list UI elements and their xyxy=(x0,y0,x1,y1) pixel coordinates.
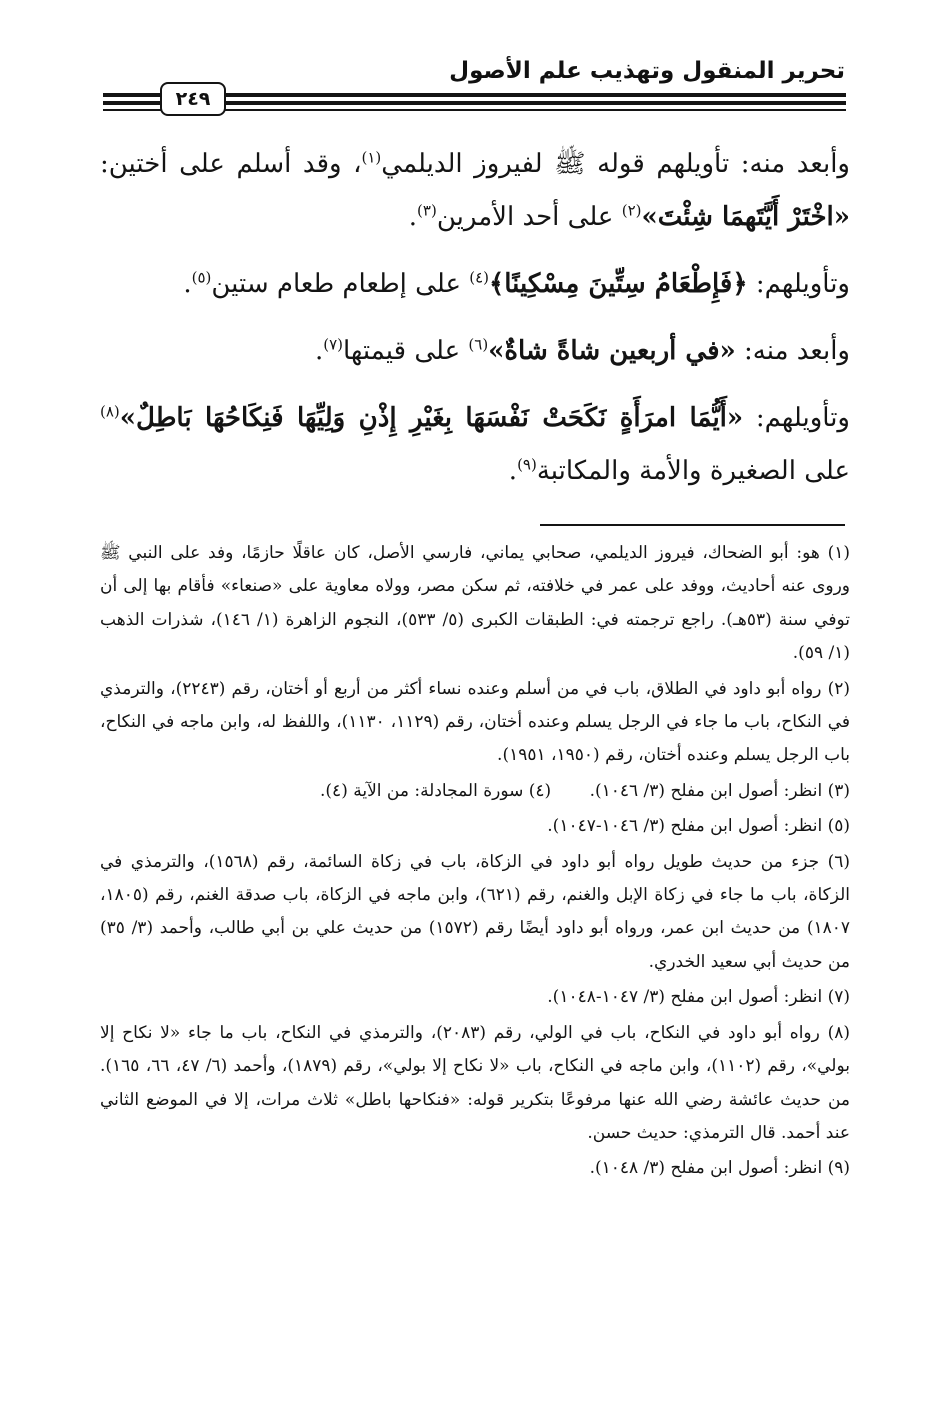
paragraph-text: وأبعد منه: تأويلهم قوله ﷺ لفيروز الديلمي xyxy=(381,149,850,179)
paragraph-text: . xyxy=(408,202,418,232)
footnotes xyxy=(100,537,850,1188)
footnote-4: (٤) سورة المجادلة: من الآية (٤). xyxy=(320,780,552,801)
footnote-2: (٢) رواه أبو داود في الطلاق، باب في من أسلم وعنده نساء أكثر من أربع أو أختان، رقم (٢٢٤٣)، والترمذي في النكاح، باب ما جاء في الرجل يسلم وعنده أختان، رقم (١١٢٩، ١١٣٠)، واللفظ له، وابن ماجه في النكاح، باب الرجل يسلم وعنده أختان، رقم (١٩٥٠، ١٩٥١). xyxy=(100,678,851,766)
footnote-ref-4[interactable]: (٤) xyxy=(469,268,490,287)
running-header xyxy=(0,0,930,135)
footnote-9: (٩) انظر: أصول ابن مفلح (٣/ ١٠٤٨). xyxy=(589,1158,850,1179)
paragraph-4 xyxy=(100,392,850,498)
paragraph-text: . xyxy=(183,269,192,299)
hadith-quote: «في أربعين شاةً شاةٌ» xyxy=(488,336,736,366)
paragraph-text: وتأويلهم: xyxy=(743,403,850,433)
footnote-ref-5[interactable]: (٥) xyxy=(191,268,212,287)
footnote-ref-9[interactable]: (٩) xyxy=(517,455,537,474)
footnote-ref-2[interactable]: (٢) xyxy=(621,201,642,220)
hadith-quote: «اخْتَرْ أَيَّتَهمَا شِئْتَ» xyxy=(641,202,850,232)
paragraph-text: . xyxy=(508,456,518,486)
footnote-ref-6[interactable]: (٦) xyxy=(468,335,489,354)
paragraph-text: . xyxy=(314,336,324,366)
footnote-ref-7[interactable]: (٧) xyxy=(323,335,343,354)
paragraph-2 xyxy=(100,258,850,311)
footnote-5: (٥) انظر: أصول ابن مفلح (٣/ ١٠٤٦-١٠٤٧). xyxy=(547,816,850,837)
paragraph-1 xyxy=(100,138,850,244)
footnote-ref-3[interactable]: (٣) xyxy=(417,201,437,220)
book-title: تحرير المنقول وتهذيب علم الأصول xyxy=(449,58,845,84)
paragraph-text: على إطعام طعام ستين xyxy=(211,269,470,299)
paragraph-text: على الصغيرة والأمة والمكاتبة xyxy=(536,456,850,486)
page-number: ٢٤٩ xyxy=(160,82,226,116)
hadith-quote: «أَيُّمَا امرَأَةٍ نَكَحَتْ نَفْسَهَا بِغَيْرِ إِذْنِ وَلِيِّهَا فَنِكَاحُهَا بَاطِلٌ» xyxy=(119,403,744,433)
paragraph-text: على أحد الأمرين xyxy=(436,202,622,232)
footnote-row-3-4 xyxy=(100,775,850,808)
footnote-ref-8[interactable]: (٨) xyxy=(100,402,120,421)
paragraph-text: وتأويلهم: xyxy=(747,269,850,299)
paragraph-text: ، وقد أسلم على أختين: xyxy=(100,149,362,179)
footnote-6: (٦) جزء من حديث طويل رواه أبو داود في الزكاة، باب في زكاة السائمة، رقم (١٥٦٨)، والترمذي في الزكاة، باب ما جاء في زكاة الإبل والغنم، رقم (٦٢١)، وابن ماجه في الزكاة، باب صدقة الغنم، رقم (١٨٠٥، ١٨٠٧) من حديث ابن عمر، ورواه أبو داود أيضًا رقم (١٥٧٢) من حديث علي بن أبي طالب، وأحمد (٣/ ٣٥) من حديث أبي سعيد الخدري. xyxy=(100,851,851,972)
footnote-7: (٧) انظر: أصول ابن مفلح (٣/ ١٠٤٧-١٠٤٨). xyxy=(547,987,850,1008)
main-text xyxy=(100,138,850,498)
footnote-8: (٨) رواه أبو داود في النكاح، باب في الولي، رقم (٢٠٨٣)، والترمذي في النكاح، باب ما جاء «لا نكاح إلا بولي»، رقم (١١٠٢)، وابن ماجه في النكاح، باب «لا نكاح إلا بولي»، رقم (١٨٧٩)، وأحمد (٦/ ٤٧، ٦٦، ١٦٥). من حديث عائشة رضي الله عنها مرفوعًا بتكرير قوله: «فنكاحها باطل» ثلاث مرات، إلا في الموضع الثاني عند أحمد. قال الترمذي: حديث حسن. xyxy=(100,1022,851,1143)
paragraph-text: وأبعد منه: xyxy=(735,336,850,366)
footnote-3: (٣) انظر: أصول ابن مفلح (٣/ ١٠٤٦). xyxy=(589,780,850,801)
paragraph-3 xyxy=(100,325,850,378)
footnote-separator xyxy=(540,524,845,526)
footnote-ref-1[interactable]: (١) xyxy=(361,148,382,167)
quran-quote: ﴿فَإِطْعَامُ سِتِّينَ مِسْكِينًا﴾ xyxy=(489,269,748,299)
paragraph-text: على قيمتها xyxy=(343,336,469,366)
footnote-1: (١) هو: أبو الضحاك، فيروز الديلمي، صحابي يماني، فارسي الأصل، كان عاقلًا حازمًا، وفد على النبي ﷺ وروى عنه أحاديث، ووفد على عمر في خلافته، ثم سكن مصر، وولاه معاوية على «صنعاء» فأقام بها إلى أن توفي سنة (٥٣هـ). راجع ترجمته في: الطبقات الكبرى (٥/ ٥٣٣)، النجوم الزاهرة (١/ ١٤٦)، شذرات الذهب (١/ ٥٩). xyxy=(100,543,850,664)
